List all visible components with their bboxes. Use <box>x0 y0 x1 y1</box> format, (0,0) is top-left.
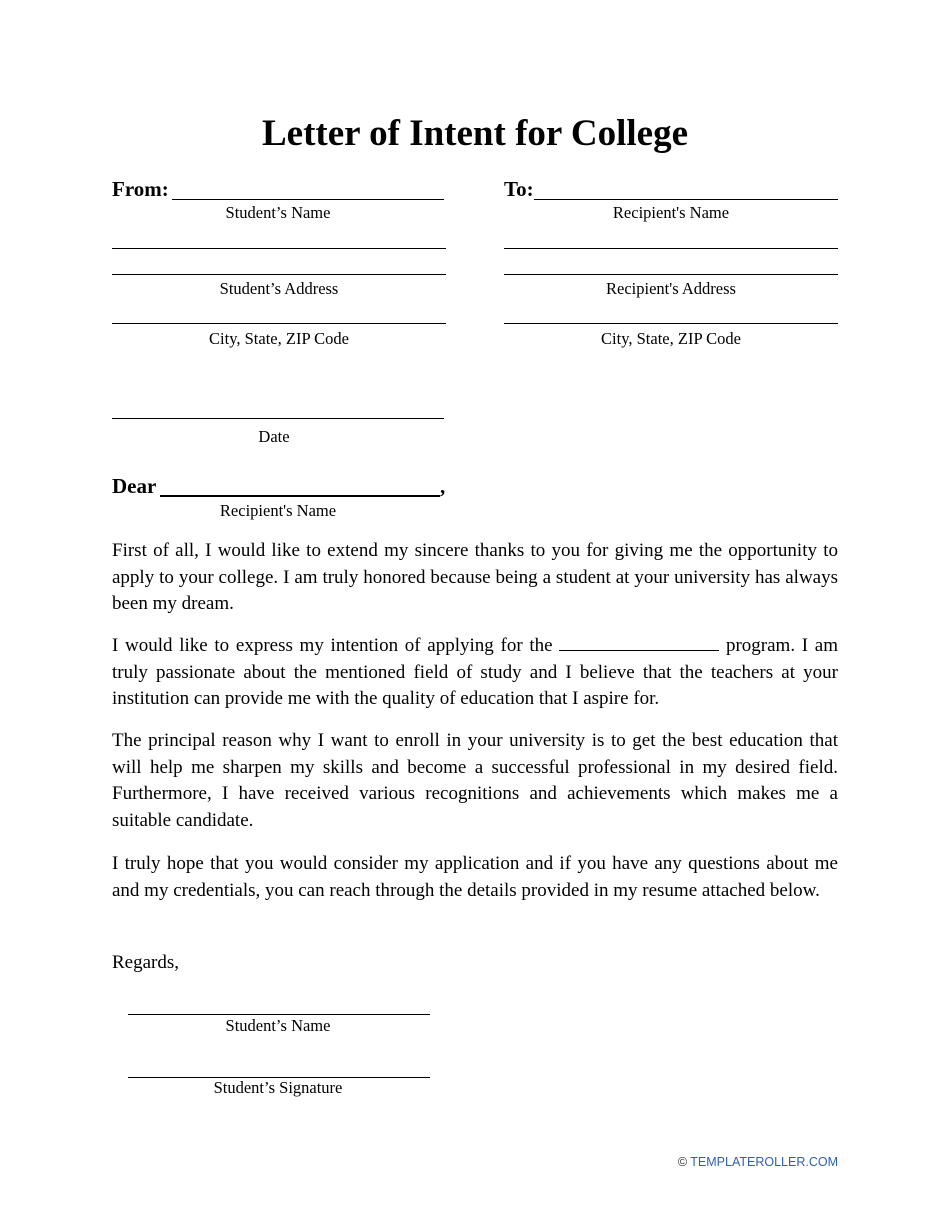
to-city-line[interactable] <box>504 323 838 324</box>
date-caption: Date <box>258 427 290 446</box>
from-name-caption: Student’s Name <box>225 203 331 222</box>
program-blank[interactable] <box>559 634 719 651</box>
closing-name-line[interactable] <box>128 1014 430 1015</box>
to-label: To: <box>504 177 534 201</box>
body-paragraph-1: First of all, I would like to extend my sincere thanks to you for giving me the opportunity to apply to your college. I am truly honored because being a student at your university has always been my dream. <box>112 540 838 614</box>
from-address-line-1[interactable] <box>112 248 446 249</box>
to-name-line[interactable] <box>534 199 838 200</box>
from-name-line[interactable] <box>172 199 444 200</box>
salutation-caption: Recipient's Name <box>219 501 337 520</box>
salutation-name-line[interactable] <box>160 495 440 497</box>
body-paragraph-2 <box>112 633 838 713</box>
to-address-line-1[interactable] <box>504 248 838 249</box>
from-label: From: <box>112 177 169 201</box>
body-paragraph-3: The principal reason why I want to enroll in your university is to get the best education that will help me sharpen my skills and become a successful professional in my desired field. Furthermore, I have received various recognitions and achievements which makes me a suitable candidate. <box>112 730 838 831</box>
to-city-caption: City, State, ZIP Code <box>601 329 741 348</box>
document-title: Letter of Intent for College <box>261 113 689 154</box>
body-paragraph-2-start: I would like to express my intention of applying for the <box>112 635 553 656</box>
salutation-comma: , <box>440 474 446 498</box>
closing-regards: Regards, <box>112 952 180 973</box>
copyright-symbol: © <box>677 1155 688 1169</box>
from-address-caption: Student’s Address <box>219 279 339 298</box>
salutation-label: Dear <box>112 474 157 498</box>
body-paragraph-4: I truly hope that you would consider my application and if you have any questions about me and my credentials, you can reach through the details provided in my resume attached below. <box>112 853 838 901</box>
signature-caption: Student’s Signature <box>213 1078 343 1097</box>
body-paragraph-2-end: program. I am truly passionate about the mentioned field of study and I believe that the teachers at your institution can provide me with the quality of education that I aspire for. <box>112 635 839 709</box>
to-name-caption: Recipient's Name <box>612 203 730 222</box>
closing-name-caption: Student’s Name <box>225 1016 331 1035</box>
from-city-caption: City, State, ZIP Code <box>209 329 349 348</box>
from-city-line[interactable] <box>112 323 446 324</box>
to-address-line-2[interactable] <box>504 274 838 275</box>
to-address-caption: Recipient's Address <box>606 279 736 298</box>
footer-site-link[interactable]: TEMPLATEROLLER.COM <box>690 1155 838 1169</box>
date-line[interactable] <box>112 418 444 419</box>
footer-credit <box>678 1155 838 1169</box>
from-address-line-2[interactable] <box>112 274 446 275</box>
